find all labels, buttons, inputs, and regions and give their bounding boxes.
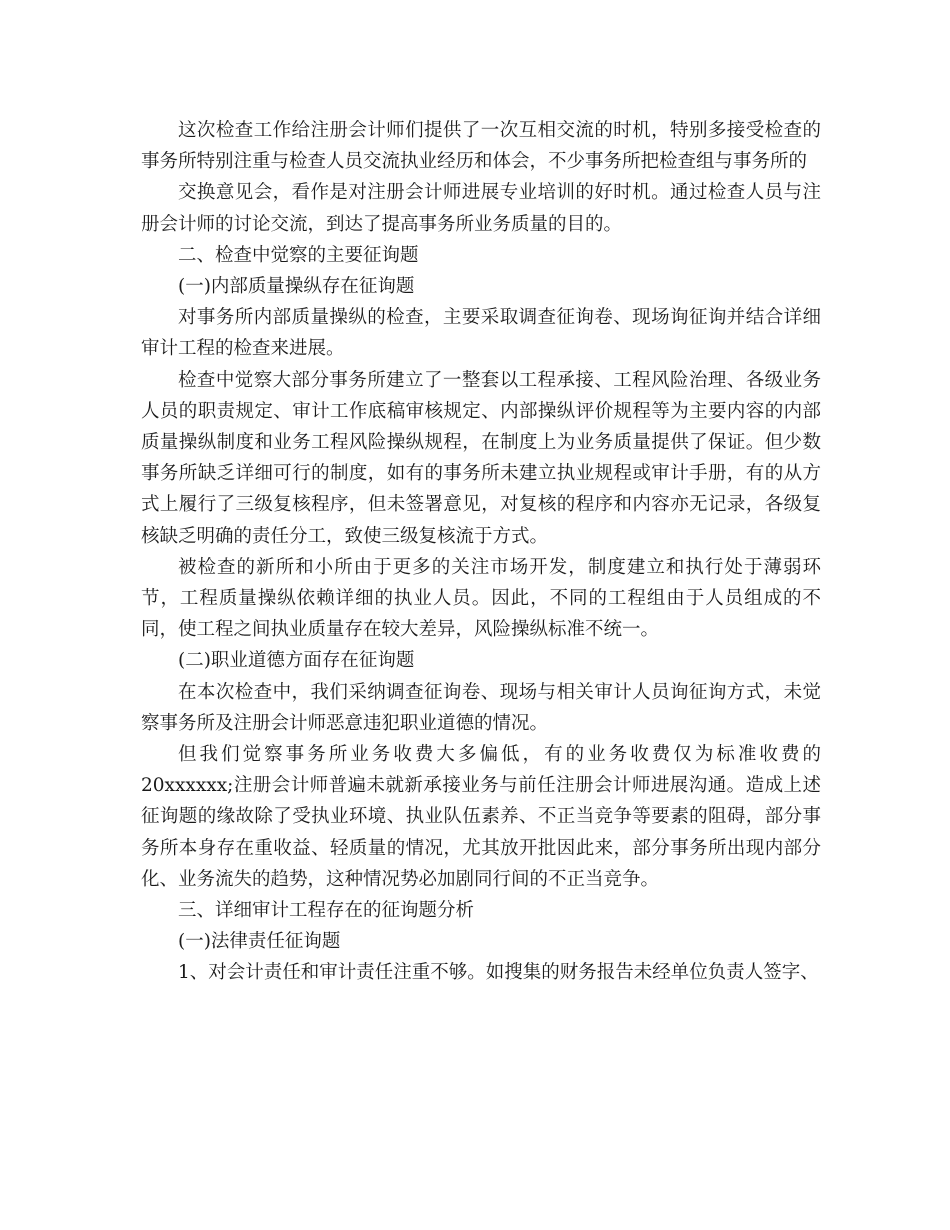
paragraph: 1、对会计责任和审计责任注重不够。如搜集的财务报告未经单位负责人签字、 [178,962,819,984]
section-heading: 三、详细审计工程存在的征询题分析 [178,900,475,922]
document-body [141,115,821,989]
paragraph: 这次检查工作给注册会计师们提供了一次互相交流的时机，特别多接受检查的事务所特别注重与检查人员交流执业经历和体会，不少事务所把检查组与事务所的 [141,120,821,173]
subsection-heading: (二)职业道德方面存在征询题 [178,650,415,672]
subsection-heading: (一)法律责任征询题 [178,931,341,953]
paragraph: 被检查的新所和小所由于更多的关注市场开发，制度建立和执行处于薄弱环节，工程质量操纵依赖详细的执业人员。因此，不同的工程组由于人员组成的不同，使工程之间执业质量存在较大差异，风险操纵标准不统一。 [141,556,821,641]
section-heading: 二、检查中觉察的主要征询题 [178,244,419,266]
paragraph: 对事务所内部质量操纵的检查，主要采取调查征询卷、现场询征询并结合详细审计工程的检查来进展。 [141,307,821,360]
paragraph: 交换意见会，看作是对注册会计师进展专业培训的好时机。通过检查人员与注册会计师的讨论交流，到达了提高事务所业务质量的目的。 [141,182,821,235]
paragraph: 在本次检查中，我们采纳调查征询卷、现场与相关审计人员询征询方式，未觉察事务所及注册会计师恶意违犯职业道德的情况。 [141,681,821,734]
paragraph: 但我们觉察事务所业务收费大多偏低，有的业务收费仅为标准收费的20xxxxxx;注册会计师普遍未就新承接业务与前任注册会计师进展沟通。造成上述征询题的缘故除了受执业环境、执业队伍素养、不正当竞争等要素的阻碍，部分事务所本身存在重收益、轻质量的情况，尤其放开批因此来，部分事务所出现内部分化、业务流失的趋势，这种情况势必加剧同行间的不正当竞争。 [141,744,821,890]
paragraph: 检查中觉察大部分事务所建立了一整套以工程承接、工程风险治理、各级业务人员的职责规定、审计工作底稿审核规定、内部操纵评价规程等为主要内容的内部质量操纵制度和业务工程风险操纵规程，在制度上为业务质量提供了保证。但少数事务所缺乏详细可行的制度，如有的事务所未建立执业规程或审计手册，有的从方式上履行了三级复核程序，但未签署意见，对复核的程序和内容亦无记录，各级复核缺乏明确的责任分工，致使三级复核流于方式。 [141,369,821,547]
subsection-heading: (一)内部质量操纵存在征询题 [178,276,415,298]
